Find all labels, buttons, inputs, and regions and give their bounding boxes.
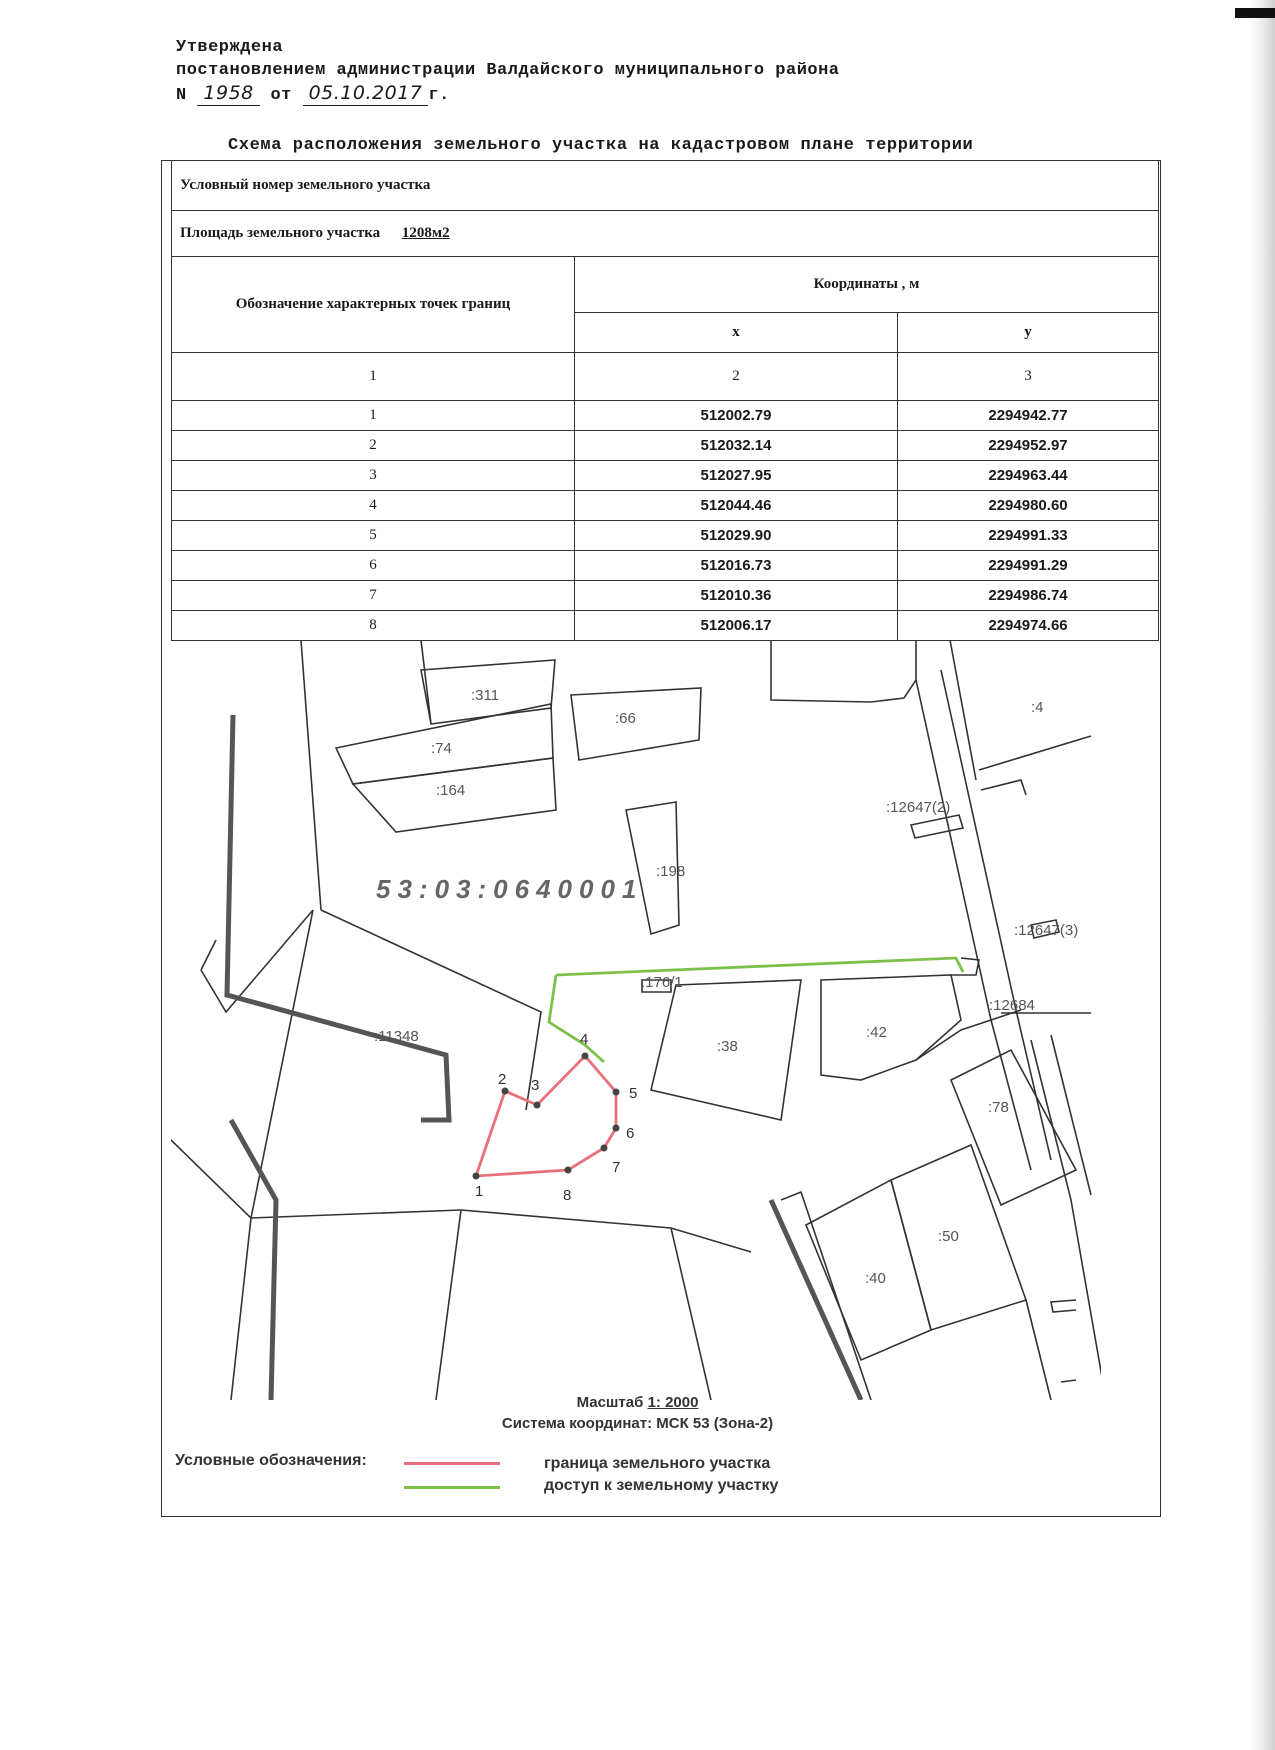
point-label: 5 xyxy=(629,1085,638,1102)
date-suffix: г. xyxy=(428,86,450,105)
thick-boundary xyxy=(231,1120,276,1400)
table-row xyxy=(172,551,1159,581)
point-labels xyxy=(475,1031,637,1204)
point-label: 6 xyxy=(626,1125,635,1142)
parcel-label: :50 xyxy=(938,1228,959,1245)
point-id: 7 xyxy=(172,581,575,611)
parcel-label: :78 xyxy=(988,1099,1009,1116)
access-route-line xyxy=(549,975,604,1062)
boundary-point-7 xyxy=(601,1145,608,1152)
parcel-boundary xyxy=(321,910,541,1110)
parcel-boundary xyxy=(436,1210,461,1400)
parcel-label: :12684 xyxy=(989,997,1035,1014)
col-number: 3 xyxy=(898,353,1159,401)
coordinate-system: Система координат: МСК 53 (Зона-2) xyxy=(501,1415,774,1432)
x-value: 512010.36 xyxy=(575,581,898,611)
coordinates-table xyxy=(171,160,1159,641)
y-value: 2294963.44 xyxy=(898,461,1159,491)
parcel-42 xyxy=(821,975,961,1080)
col-number: 1 xyxy=(172,353,575,401)
point-id: 3 xyxy=(172,461,575,491)
area-cell xyxy=(172,211,1159,257)
number-prefix: N xyxy=(176,86,187,105)
x-header: x xyxy=(575,313,898,353)
boundary-point-8 xyxy=(565,1167,572,1174)
table-row xyxy=(172,611,1159,641)
legend-boundary-label: граница земельного участка xyxy=(544,1455,771,1472)
parcel-boundary xyxy=(171,1140,251,1400)
scale-value: 1: 2000 xyxy=(647,1394,699,1411)
legend-boundary-swatch xyxy=(404,1462,500,1465)
access-route-line xyxy=(556,958,963,975)
road-edge xyxy=(1051,1035,1091,1195)
table-row xyxy=(172,431,1159,461)
parcel-label: :12647(3) xyxy=(1014,922,1079,939)
road-edge xyxy=(941,670,1051,1160)
legend-access-label: доступ к земельному участку xyxy=(544,1477,779,1494)
scan-edge xyxy=(1249,0,1275,1750)
point-label: 7 xyxy=(612,1159,621,1176)
point-id: 5 xyxy=(172,521,575,551)
y-value: 2294991.33 xyxy=(898,521,1159,551)
x-value: 512027.95 xyxy=(575,461,898,491)
y-value: 2294952.97 xyxy=(898,431,1159,461)
approval-line3 xyxy=(176,82,840,107)
table-row xyxy=(172,461,1159,491)
conditional-number-label: Условный номер земельного участка xyxy=(172,161,1159,211)
table-row xyxy=(172,401,1159,431)
scale-line xyxy=(0,1392,1275,1413)
x-value: 512032.14 xyxy=(575,431,898,461)
land-plot-boundary xyxy=(476,1056,616,1176)
boundary-point-3 xyxy=(534,1102,541,1109)
y-value: 2294974.66 xyxy=(898,611,1159,641)
area-value: 1208м2 xyxy=(401,225,450,241)
schema-title: Схема расположения земельного участка на кадастровом плане территории xyxy=(228,136,974,155)
parcel-boundary xyxy=(201,940,216,970)
approval-block xyxy=(176,36,840,107)
parcel-label: :38 xyxy=(717,1038,738,1055)
decree-number: 1958 xyxy=(197,82,259,106)
parcel-label: :176/1 xyxy=(641,974,683,991)
parcel-label: :4 xyxy=(1031,699,1044,716)
boundary-point-2 xyxy=(502,1088,509,1095)
point-id: 2 xyxy=(172,431,575,461)
parcel-label: :311 xyxy=(471,687,500,704)
parcel-label: :66 xyxy=(615,710,636,727)
parcel-label: :198 xyxy=(656,863,686,880)
legend-access-swatch xyxy=(404,1486,500,1489)
date-prefix: от xyxy=(270,86,292,105)
cadastral-map xyxy=(171,640,1101,1400)
boundary-point-6 xyxy=(613,1125,620,1132)
col-number: 2 xyxy=(575,353,898,401)
scale-block xyxy=(0,1392,1275,1434)
thick-boundary xyxy=(771,1200,861,1400)
area-label: Площадь земельного участка xyxy=(180,225,381,241)
parcel-label: :42 xyxy=(866,1024,887,1041)
x-value: 512044.46 xyxy=(575,491,898,521)
x-value: 512016.73 xyxy=(575,551,898,581)
point-label: 4 xyxy=(580,1031,589,1048)
table-row xyxy=(172,581,1159,611)
boundary-point-1 xyxy=(473,1173,480,1180)
parcel-12647-2 xyxy=(911,815,963,838)
parcel-boundary xyxy=(979,736,1091,770)
point-label: 8 xyxy=(563,1187,572,1204)
parcel-boundary xyxy=(781,1192,871,1400)
coords-header: Координаты , м xyxy=(575,257,1159,313)
boundary-point-4 xyxy=(582,1053,589,1060)
parcel-boundary xyxy=(1061,1380,1076,1382)
quarter-number: 53:03:0640001 xyxy=(376,874,644,904)
parcel-label: :74 xyxy=(431,740,452,757)
point-id: 4 xyxy=(172,491,575,521)
parcel-boundary xyxy=(251,1210,751,1252)
y-value: 2294942.77 xyxy=(898,401,1159,431)
y-value: 2294980.60 xyxy=(898,491,1159,521)
scan-mark xyxy=(1235,8,1275,18)
boundary-point-5 xyxy=(613,1089,620,1096)
x-value: 512006.17 xyxy=(575,611,898,641)
conditional-number-row xyxy=(172,161,1159,211)
point-id: 6 xyxy=(172,551,575,581)
parcel-66 xyxy=(571,688,701,760)
parcel-label: :12647(2) xyxy=(886,799,951,816)
parcel-boundary xyxy=(1026,1300,1051,1400)
parcel-boundary xyxy=(1051,1300,1076,1312)
point-label: 3 xyxy=(531,1077,540,1094)
points-header: Обозначение характерных точек границ xyxy=(172,257,575,353)
y-value: 2294991.29 xyxy=(898,551,1159,581)
point-id: 1 xyxy=(172,401,575,431)
parcel-78 xyxy=(951,1050,1076,1205)
table-row xyxy=(172,491,1159,521)
parcel-boundary xyxy=(771,640,916,702)
parcel-boundary xyxy=(950,640,976,780)
y-value: 2294986.74 xyxy=(898,581,1159,611)
table-row xyxy=(172,521,1159,551)
point-id: 8 xyxy=(172,611,575,641)
parcel-label: :164 xyxy=(436,782,466,799)
decree-date: 05.10.2017 xyxy=(303,82,429,106)
point-label: 1 xyxy=(475,1183,484,1200)
area-row xyxy=(172,211,1159,257)
y-header: y xyxy=(898,313,1159,353)
column-numbers-row xyxy=(172,353,1159,401)
approval-line2: постановлением администрации Валдайского муниципального района xyxy=(176,61,840,80)
parcel-boundary xyxy=(301,640,321,910)
parcel-label: :40 xyxy=(865,1270,886,1287)
parcel-boundary xyxy=(951,958,979,975)
parcel-boundary xyxy=(671,1228,711,1400)
thick-boundaries xyxy=(227,715,861,1400)
parcel-label: :11348 xyxy=(374,1028,419,1045)
point-label: 2 xyxy=(498,1071,507,1088)
approval-line1: Утверждена xyxy=(176,38,284,57)
parcel-boundary xyxy=(981,780,1026,795)
x-value: 512002.79 xyxy=(575,401,898,431)
legend-title: Условные обозначения: xyxy=(175,1452,367,1469)
scale-label: Масштаб xyxy=(576,1394,644,1411)
x-value: 512029.90 xyxy=(575,521,898,551)
